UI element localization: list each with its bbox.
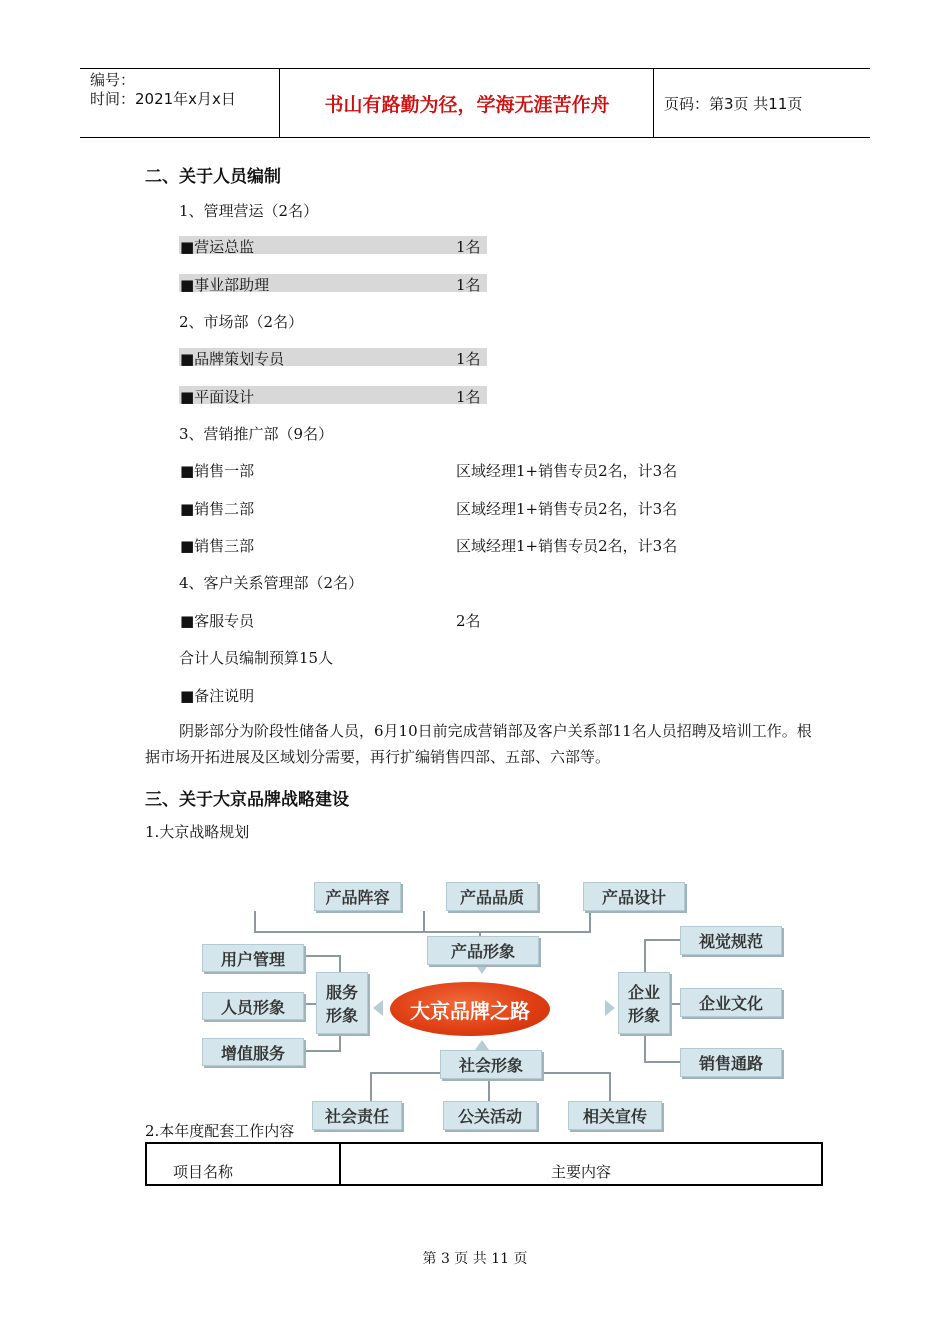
- node-visual-standards: 视觉规范: [680, 926, 782, 955]
- page-footer: 第 3 页 共 11 页: [422, 1251, 528, 1267]
- staff-count: 1名: [456, 276, 481, 294]
- number-label: 编号：: [90, 71, 136, 89]
- staff-name: ■销售二部: [180, 500, 255, 518]
- node-product-quality: 产品品质: [446, 882, 538, 911]
- staff-count: 区域经理1+销售专员2名，计3名: [456, 462, 678, 480]
- staff-name: ■销售一部: [180, 462, 255, 480]
- node-corporate-image: 企业形象: [618, 972, 670, 1034]
- staff-name: ■平面设计: [180, 388, 255, 406]
- group-title: 3、营销推广部（9名）: [179, 425, 334, 443]
- staff-name: ■事业部助理: [180, 276, 270, 294]
- group-title: 2、市场部（2名）: [179, 313, 304, 331]
- node-related-publicity: 相关宣传: [568, 1101, 662, 1130]
- date-label: 时间：2021年x月x日: [90, 90, 236, 108]
- staff-name: ■营运总监: [180, 238, 255, 256]
- section3-title: 三、关于大京品牌战略建设: [145, 790, 349, 810]
- brand-strategy-diagram: [190, 868, 790, 1130]
- node-social-responsibility: 社会责任: [312, 1101, 402, 1130]
- node-brand-road: 大京品牌之路: [390, 982, 550, 1036]
- node-pr-activities: 公关活动: [443, 1101, 537, 1130]
- node-sales-channels: 销售通路: [680, 1048, 782, 1077]
- header-meta: [80, 69, 280, 137]
- section2-title: 二、关于人员编制: [145, 167, 281, 187]
- group-title: 1、管理营运（2名）: [179, 202, 319, 220]
- group-title: 4、客户关系管理部（2名）: [179, 574, 364, 592]
- staff-name: ■销售三部: [180, 537, 255, 555]
- header-page-label: 页码：第3页 共11页: [664, 94, 803, 113]
- staff-count: 1名: [456, 350, 481, 368]
- total-text: 合计人员编制预算15人: [179, 649, 334, 667]
- work-content-table: [145, 1142, 823, 1186]
- staff-count: 1名: [456, 238, 481, 256]
- subsection-2: 2.本年度配套工作内容: [145, 1122, 295, 1140]
- node-corporate-culture: 企业文化: [680, 988, 782, 1017]
- page-header: [80, 68, 870, 138]
- staff-name: ■客服专员: [180, 612, 255, 630]
- node-product-image: 产品形象: [427, 936, 539, 965]
- col-header-content: 主要内容: [340, 1143, 822, 1185]
- staff-count: 2名: [456, 612, 481, 630]
- node-product-lineup: 产品阵容: [314, 882, 401, 911]
- node-service-image: 服务形象: [316, 972, 368, 1034]
- node-value-added-service: 增值服务: [202, 1038, 304, 1066]
- staff-count: 1名: [456, 388, 481, 406]
- staff-count: 区域经理1+销售专员2名，计3名: [456, 537, 678, 555]
- note-paragraph: 阴影部分为阶段性储备人员，6月10日前完成营销部及客户关系部11名人员招聘及培训工作。根据市场开拓进展及区域划分需要，再行扩编销售四部、五部、六部等。: [145, 722, 812, 766]
- staff-count: 区域经理1+销售专员2名，计3名: [456, 500, 678, 518]
- staff-name: ■品牌策划专员: [180, 350, 285, 368]
- node-social-image: 社会形象: [440, 1050, 542, 1079]
- node-product-design: 产品设计: [583, 882, 685, 911]
- header-motto: 书山有路勤为径，学海无涯苦作舟: [281, 69, 654, 137]
- note-title: ■备注说明: [180, 687, 255, 705]
- node-user-management: 用户管理: [202, 944, 304, 972]
- col-header-project: 项目名称: [146, 1143, 340, 1185]
- table-header-row: [146, 1143, 822, 1185]
- node-staff-image: 人员形象: [202, 992, 304, 1020]
- subsection-1: 1.大京战略规划: [145, 823, 250, 841]
